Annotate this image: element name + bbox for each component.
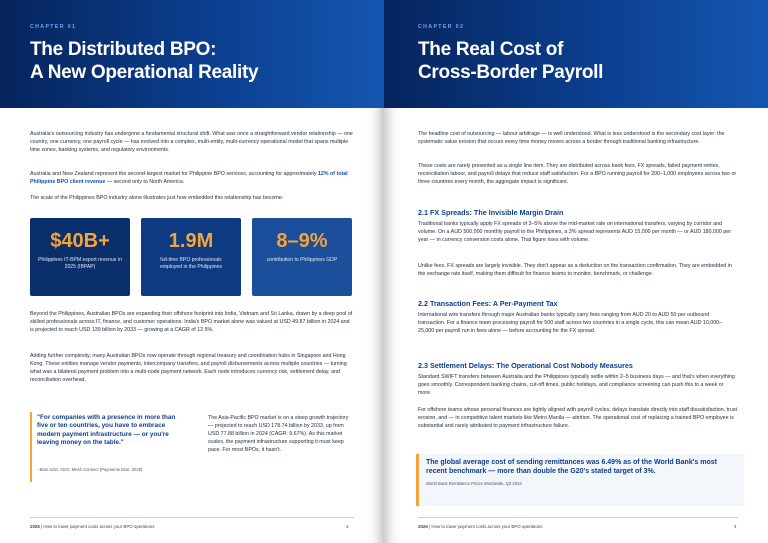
delays-paragraph-1: Standard SWIFT transfers between Australia and the Philippines typically settle within 2–5 business days — and that's when everything goes smoothly. Correspondent banking chains, cut-off times, public holidays, and compliance screening can push this to a week or more. (418, 374, 735, 396)
page-number: 4 (734, 524, 737, 529)
headline-cost-paragraph: The headline cost of outsourcing — labour arbitrage — is well understood. What is less understood is the secondary cost layer: the systematic value erosion that occurs every time money moves across a border through traditional banking infrastructure. (418, 131, 725, 145)
footer-divider (418, 517, 738, 518)
scale-paragraph: The scale of the Philippines BPO industry alone illustrates just how embedded this relationship has become: (30, 195, 284, 201)
callout-accent-bar (416, 454, 419, 506)
stat-card (30, 218, 130, 296)
section-heading-delays: 2.3 Settlement Delays: The Operational Cost Nobody Measures (418, 361, 633, 370)
quote-accent-bar (30, 412, 32, 482)
chapter-label: CHAPTER 01 (30, 24, 77, 30)
chapter-title-line-1: The Distributed BPO: (30, 39, 217, 60)
chapter-title (30, 38, 258, 84)
stat-label: Philippines IT-BPM export revenue in 2025 (IBPAP) (38, 257, 122, 270)
market-paragraph: Australia and New Zealand represent the second-largest market for Philippine BPO services, accounting for approximately 12% of total Philippine BPO client revenue — second only to North America. (30, 171, 348, 185)
chapter-title-line-1: The Real Cost of (418, 39, 564, 60)
callout-text: The global average cost of sending remittances was 6.49% as of the World Bank's most recent benchmark — more than double the G20's stated target of 3%. (426, 459, 717, 476)
section-heading-fees: 2.2 Transaction Fees: A Per-Payment Tax (418, 299, 558, 308)
fees-paragraph: International wire transfers through major Australian banks typically carry fees ranging from AUD 20 to AUD 50 per outbound transaction. For a finance team processing payroll for 500 staff across two countries in a single cycle, this can mean AUD 10,000–25,000 per payroll run in fees alone — before accounting for the FX spread. (418, 312, 723, 334)
fx-paragraph-2: Unlike fees, FX spreads are largely invisible. They don't appear as a deduction on the transaction confirmation. They are embedded in the exchange rate itself, making them difficult for finance teams to monitor, benchmark, or challenge. (418, 263, 732, 277)
stat-label: full-time BPO professionals employed in the Philippines (159, 257, 222, 270)
chapter-header-banner (0, 0, 384, 108)
chapter-title-line-2: A New Operational Reality (30, 62, 259, 83)
stat-value: $40B+ (50, 230, 110, 252)
stat-label: contribution to Philippines GDP (266, 257, 338, 263)
section-heading-fx: 2.1 FX Spreads: The Invisible Margin Drain (418, 208, 564, 217)
apac-market-paragraph: The Asia-Pacific BPO market is on a steep growth trajectory — projected to reach USD 178.74 billion by 2033, up from USD 77.88 billion in 2024 (CAGR: 9.67%). As this market scales, the payment infrastructure supporting it must keep pace. For most BPOs, it hasn't. (208, 415, 349, 453)
footer: 2026 | How to lower payment costs across your BPO operations (30, 524, 155, 529)
chapter-header-banner (384, 0, 768, 108)
intro-paragraph: Australia's outsourcing industry has undergone a fundamental structural shift. What was once a straightforward vendor relationship — one country, one currency, one payroll cycle — has evolved into a complex, multi-entity, multi-currency operational model that spans multiple time zones, banking systems, and regulatory environments. (30, 131, 353, 153)
stat-value: 1.9M (168, 230, 214, 252)
highlight-revenue-share: 12% of total Philippine BPO client revenue (30, 171, 348, 185)
quote-citation: - Bam Azizi, CEO, Mesh Connect (Payments Dive, 2025) (37, 467, 143, 472)
stat-card (141, 218, 241, 296)
chapter-title-line-2: Cross-Border Payroll (418, 62, 604, 83)
callout-citation: World Bank Remittance Prices Worldwide, Q2 2024 (426, 481, 522, 486)
chapter-title (418, 38, 603, 84)
stat-value: 8–9% (276, 230, 328, 252)
pull-quote: "For companies with a presence in more than five or ten countries, you have to embrace modern payment infrastructure — or you're leaving money on the table." (37, 414, 176, 447)
offshore-expansion-paragraph: Beyond the Philippines, Australian BPOs are expanding their offshore footprint into India, Vietnam and Sri Lanka, drawn by a deep pool of skilled professionals across IT, finance, and customer operations. India's BPO market alone was valued at USD 49.87 billion in 2024 and is projected to reach USD 139 billion by 2033 — growing at a CAGR of 12.5%. (30, 311, 353, 333)
distributed-costs-paragraph: These costs are rarely presented as a single line item. They are distributed across bank fees, FX spreads, failed payment retries, reconciliation labour, and payroll delays that reduce staff satisfaction. For a BPO running payroll for 200–1,000 employees across two or three countries every month, the aggregate impact is significant. (418, 163, 737, 185)
chapter-label: CHAPTER 02 (418, 24, 465, 30)
footer: 2026 | How to lower payment costs across your BPO operations (418, 524, 543, 529)
page-number: 3 (346, 524, 349, 529)
stat-card (252, 218, 352, 296)
treasury-hubs-paragraph: Adding further complexity, many Australian BPOs now operate through regional treasury and coordination hubs in Singapore and Hong Kong. These entities manage vendor payments, intercompany transfers, and payroll disbursements across multiple countries — turning what was a bilateral payment problem into a multi-node payment network. Each node introduces currency risk, settlement delay, and reconciliation overhead. (30, 353, 347, 383)
fx-paragraph-1: Traditional banks typically apply FX spreads of 3–5% above the mid-market rate on international transfers, varying by corridor and volume. On a AUD 500,000 monthly payroll to the Philippines, a 3% spread represents AUD 15,000 per month — or AUD 180,000 per year — in currency conversion costs alone. That figure rises with volume. (418, 221, 731, 243)
delays-paragraph-2: For offshore teams whose personal finances are tightly aligned with payroll cycles, delays translate directly into staff dissatisfaction, trust erosion, and — in competitive talent markets like Metro Manila — attrition. The operational cost of replacing a trained BPO employee is substantial and rarely attributed to payment infrastructure failure. (418, 407, 737, 429)
footer-divider (30, 517, 354, 518)
